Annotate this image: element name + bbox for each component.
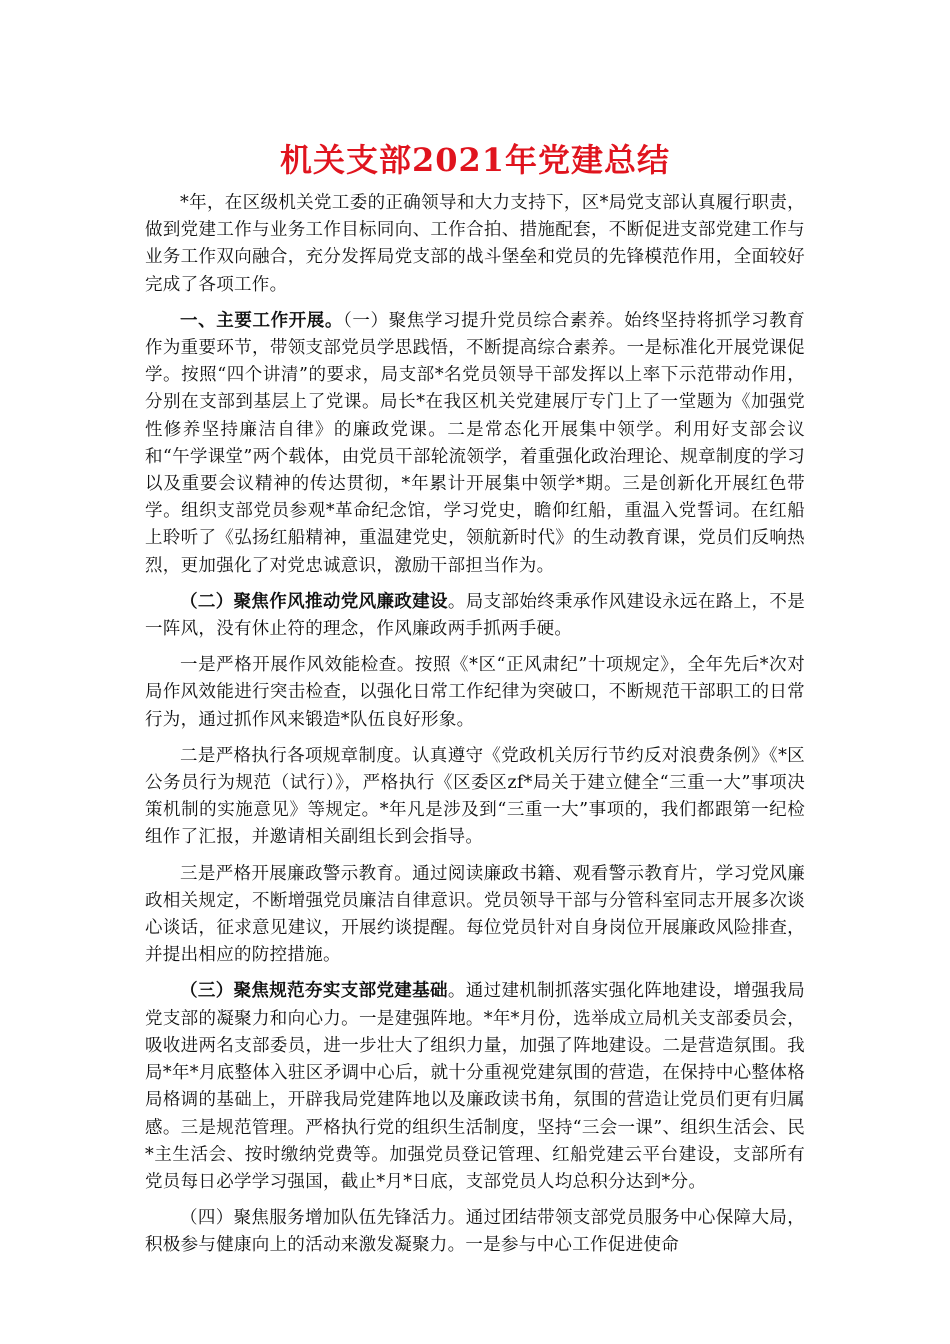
section-2-point-1: 一是严格开展作风效能检查。按照《*区“正风肃纪”十项规定》，全年先后*次对局作风效能进行突击检查，以强化日常工作纪律为突破口，不断规范干部职工的日常行为，通过抓作风来锻造*队伍良好形象。 (145, 655, 805, 730)
section-1-paragraph (145, 308, 805, 580)
section-2-heading: （二）聚焦作风推动党风廉政建设 (180, 591, 448, 612)
section-2-paragraph (145, 589, 805, 643)
document-title: 机关支部2021年党建总结 (279, 141, 671, 179)
section-3-paragraph (145, 978, 805, 1196)
section-1-text: （一）聚焦学习提升党员综合素养。始终坚持将抓学习教育作为重要环节，带领支部党员学思践悟，不断提高综合素养。一是标准化开展党课促学。按照“四个讲清”的要求，局支部*名党员领导干部发挥以上率下示范带动作用，分别在支部到基层上了党课。局长*在我区机关党建展厅专门上了一堂题为《加强党性修养坚持廉洁自律》的廉政党课。二是常态化开展集中领学。利用好支部会议和“午学课堂”两个载体，由党员干部轮流领学，着重强化政治理论、规章制度的学习以及重要会议精神的传达贯彻，*年累计开展集中领学*期。三是创新化开展红色带学。组织支部党员参观*革命纪念馆，学习党史，瞻仰红船，重温入党誓词。在红船上聆听了《弘扬红船精神，重温建党史，领航新时代》的生动教育课，党员们反响热烈，更加强化了对党忠诚意识，激励干部担当作为。 (145, 310, 805, 576)
section-2-text: 。局支部始终秉承作风建设永远在路上，不是一阵风，没有休止符的理念，作风廉政两手抓两手硬。 (145, 591, 806, 640)
section-1-heading: 一、主要工作开展。 (180, 310, 344, 331)
intro-paragraph: *年，在区级机关党工委的正确领导和大力支持下，区*局党支部认真履行职责，做到党建工作与业务工作目标同向、工作合拍、措施配套，不断促进支部党建工作与业务工作双向融合，充分发挥局党支部的战斗堡垒和党员的先锋模范作用，全面较好完成了各项工作。 (145, 193, 805, 295)
section-2-point-3: 三是严格开展廉政警示教育。通过阅读廉政书籍、观看警示教育片，学习党风廉政相关规定，不断增强党员廉洁自律意识。党员领导干部与分管科室同志开展多次谈心谈话，征求意见建议，开展约谈提醒。每位党员针对自身岗位开展廉政风险排查，并提出相应的防控措施。 (145, 863, 805, 966)
section-3-text: 。通过建机制抓落实强化阵地建设，增强我局党支部的凝聚力和向心力。一是建强阵地。*年*月份，选举成立局机关支部委员会，吸收进两名支部委员，进一步壮大了组织力量，加强了阵地建设。二是营造氛围。我局*年*月底整体入驻区矛调中心后，就十分重视党建氛围的营造，在保持中心整体格局格调的基础上，开辟我局党建阵地以及廉政读书角，氛围的营造让党员们更有归属感。三是规范管理。严格执行党的组织生活制度，坚持“三会一课”、组织生活会、民*主生活会、按时缴纳党费等。加强党员登记管理、红船党建云平台建设，支部所有党员每日必学学习强国，截止*月*日底，支部党员人均总积分达到*分。 (145, 981, 806, 1192)
section-2-point-2: 二是严格执行各项规章制度。认真遵守《党政机关厉行节约反对浪费条例》《*区公务员行为规范（试行）》，严格执行《区委区zf*局关于建立健全“三重一大”事项决策机制的实施意见》等规定。*年凡是涉及到“三重一大”事项的，我们都跟第一纪检组作了汇报，并邀请相关副组长到会指导。 (145, 745, 805, 848)
section-3-heading: （三）聚焦规范夯实支部党建基础 (180, 981, 448, 1002)
section-4-paragraph: （四）聚焦服务增加队伍先锋活力。通过团结带领支部党员服务中心保障大局，积极参与健康向上的活动来激发凝聚力。一是参与中心工作促进使命 (145, 1208, 805, 1256)
